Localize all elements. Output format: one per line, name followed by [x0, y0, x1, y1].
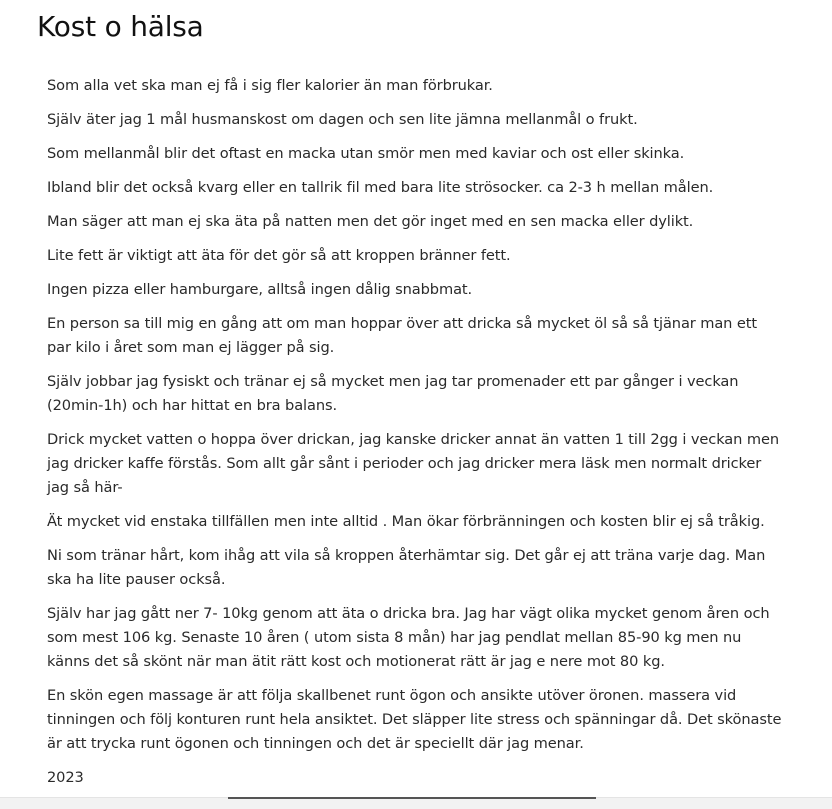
- article-paragraph: Själv äter jag 1 mål husmanskost om dagen och sen lite jämna mellanmål o frukt.: [47, 111, 638, 128]
- article-paragraph: Som alla vet ska man ej få i sig fler kalorier än man förbrukar.: [47, 77, 493, 94]
- article-paragraph: Ät mycket vid enstaka tillfällen men inte alltid . Man ökar förbränningen och kosten blir ej så tråkig.: [47, 513, 765, 530]
- article-paragraph: Som mellanmål blir det oftast en macka utan smör men med kaviar och ost eller skinka.: [47, 145, 685, 162]
- article-body: [47, 74, 785, 800]
- article-year: 2023: [47, 769, 84, 786]
- article-paragraph: Lite fett är viktigt att äta för det gör så att kroppen bränner fett.: [47, 247, 511, 264]
- page-title: Kost o hälsa: [37, 10, 204, 43]
- article-paragraph: En person sa till mig en gång att om man hoppar över att dricka så mycket öl så så tjänar man ett par kilo i året som man ej lägger på sig.: [47, 315, 757, 356]
- article-paragraph: Ibland blir det också kvarg eller en tallrik fil med bara lite strösocker. ca 2-3 h mellan målen.: [47, 179, 714, 196]
- article-paragraph: Ni som tränar hårt, kom ihåg att vila så kroppen återhämtar sig. Det går ej att träna varje dag. Man ska ha lite pauser också.: [47, 547, 766, 588]
- article-paragraph: Man säger att man ej ska äta på natten men det gör inget med en sen macka eller dylikt.: [47, 213, 694, 230]
- article-paragraph: Själv jobbar jag fysiskt och tränar ej så mycket men jag tar promenader ett par gånger i veckan (20min-1h) och har hittat en bra balans.: [47, 373, 739, 414]
- article-paragraph: Själv har jag gått ner 7- 10kg genom att äta o dricka bra. Jag har vägt olika mycket genom åren och som mest 106 kg. Senaste 10 åren ( utom sista 8 mån) har jag pendlat mellan 85-90 kg men nu känns det så skönt när man ätit rätt kost och motionerat rätt är jag e nere mot 80 kg.: [47, 605, 770, 670]
- article-paragraph: Ingen pizza eller hamburgare, alltså ingen dålig snabbmat.: [47, 281, 473, 298]
- article-paragraph: En skön egen massage är att följa skallbenet runt ögon och ansikte utöver öronen. massera vid tinningen och följ konturen runt hela ansiktet. Det släpper lite stress och spänningar då. Det skönaste är att trycka runt ögonen och tinningen och det är speciellt där jag menar.: [47, 687, 782, 752]
- article-paragraph: Drick mycket vatten o hoppa över drickan, jag kanske dricker annat än vatten 1 till 2gg i veckan men jag dricker kaffe förstås. Som allt går sånt i perioder och jag dricker mera läsk men normalt dricker jag så här-: [47, 431, 779, 496]
- bottom-divider: [228, 797, 596, 799]
